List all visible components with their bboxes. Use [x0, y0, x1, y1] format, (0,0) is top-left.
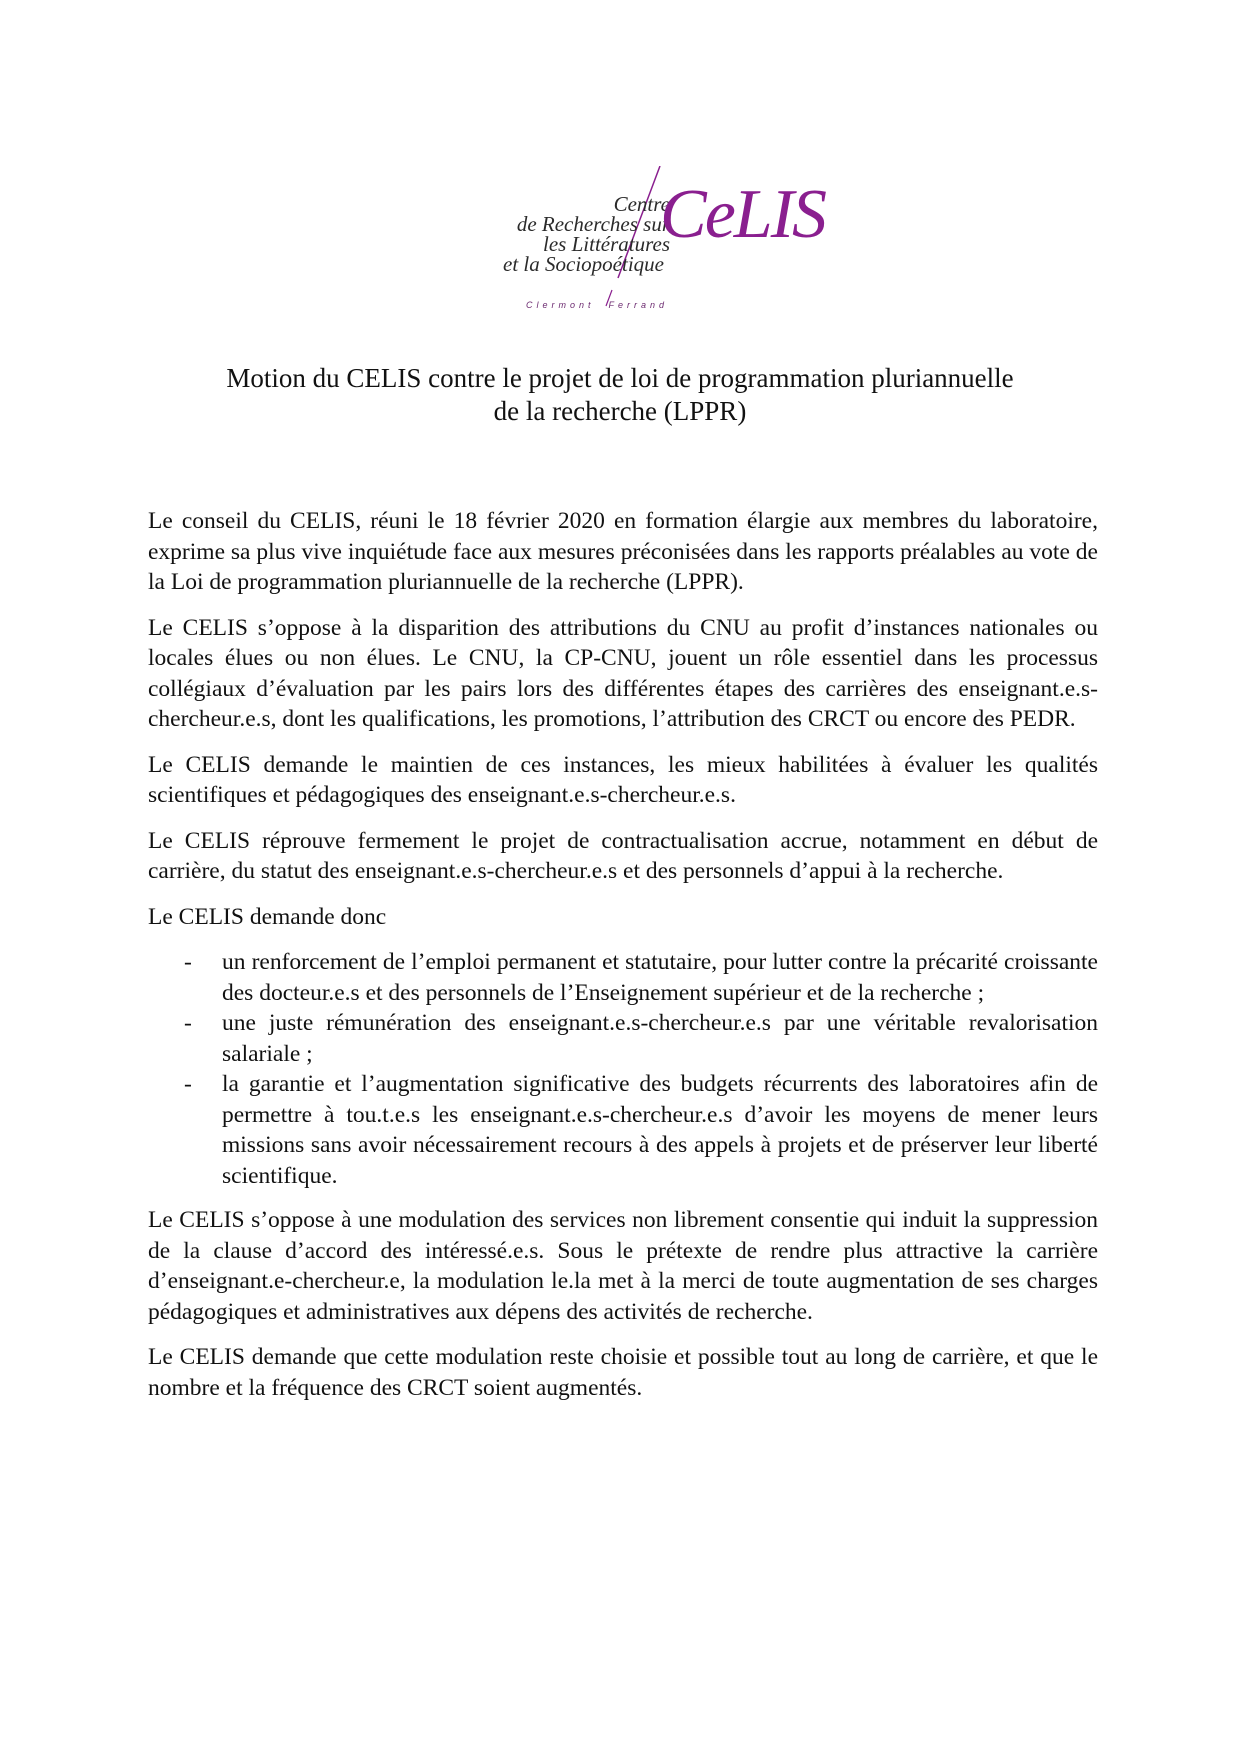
list-item-text: un renforcement de l’emploi permanent et statutaire, pour lutter contre la précarité croissante des docteur.e.s et des personnels de l’Enseignement supérieur et de la recherche ; — [222, 949, 1098, 1006]
list-item-text: une juste rémunération des enseignant.e.s-chercheur.e.s par une véritable revalorisation salariale ; — [222, 1010, 1098, 1067]
logo-line: de Recherches sur — [516, 212, 670, 236]
logo-line: les Littératures — [543, 232, 670, 256]
paragraph: Le CELIS demande que cette modulation reste choisie et possible tout au long de carrière, et que le nombre et la fréquence des CRCT soient augmentés. — [148, 1344, 1098, 1401]
list-dash: - — [184, 1010, 192, 1036]
demands-list — [148, 947, 1098, 1191]
title-line-1: Motion du CELIS contre le projet de loi de programmation pluriannuelle — [226, 363, 1014, 393]
logo-mark: CeLIS — [660, 176, 825, 253]
logo-city — [526, 300, 668, 310]
list-dash: - — [184, 1071, 192, 1097]
paragraph: Le CELIS s’oppose à une modulation des services non librement consentie qui induit la suppression de la clause d’accord des intéressé.e.s. Sous le prétexte de rendre plus attractive la carrière d’enseignant.e-chercheur.e, la modulation le.la met à la merci de toute augmentation de ses charges pédagogiques et administratives aux dépens des activités de recherche. — [148, 1207, 1098, 1325]
list-item — [148, 1008, 1098, 1069]
list-item-text: la garantie et l’augmentation significative des budgets récurrents des laboratoires afin de permettre à tou.t.e.s les enseignant.e.s-chercheur.e.s d’avoir les moyens de mener leurs missions sans avoir nécessairement recours à des appels à projets et de préserver leur liberté scientifique. — [222, 1071, 1098, 1189]
logo-city-left: Clermont — [526, 300, 595, 310]
document-title — [120, 362, 1120, 428]
logo-line: et la Sociopoétique — [503, 252, 664, 276]
list-item — [148, 947, 1098, 1008]
list-item — [148, 1069, 1098, 1191]
celis-logo — [438, 166, 825, 316]
paragraph: Le CELIS demande donc — [148, 903, 387, 930]
paragraph: Le CELIS demande le maintien de ces instances, les mieux habilitées à évaluer les qualités scientifiques et pédagogiques des enseignant.e.s-chercheur.e.s. — [148, 751, 1098, 808]
logo-city-right: Ferrand — [608, 300, 669, 310]
paragraph: Le CELIS réprouve fermement le projet de contractualisation accrue, notamment en début de carrière, du statut des enseignant.e.s-chercheur.e.s et des personnels d’appui à la recherche. — [148, 827, 1098, 884]
logo-line: Centre — [613, 192, 670, 216]
paragraph: Le CELIS s’oppose à la disparition des attributions du CNU au profit d’instances nationales ou locales élues ou non élues. Le CNU, la CP-CNU, jouent un rôle essentiel dans les processus collégiaux d’évaluation par les pairs lors des différentes étapes des carrières des enseignant.e.s-chercheur.e.s, dont les qualifications, les promotions, l’attribution des CRCT ou encore des PEDR. — [148, 614, 1098, 732]
list-dash: - — [184, 949, 192, 975]
document-body — [148, 506, 1098, 1418]
logo-text-lines — [503, 194, 670, 274]
title-line-2: de la recherche (LPPR) — [493, 396, 747, 426]
paragraph: Le conseil du CELIS, réuni le 18 février 2020 en formation élargie aux membres du laboratoire, exprime sa plus vive inquiétude face aux mesures préconisées dans les rapports préalables au vote de la Loi de programmation pluriannuelle de la recherche (LPPR). — [148, 508, 1098, 595]
